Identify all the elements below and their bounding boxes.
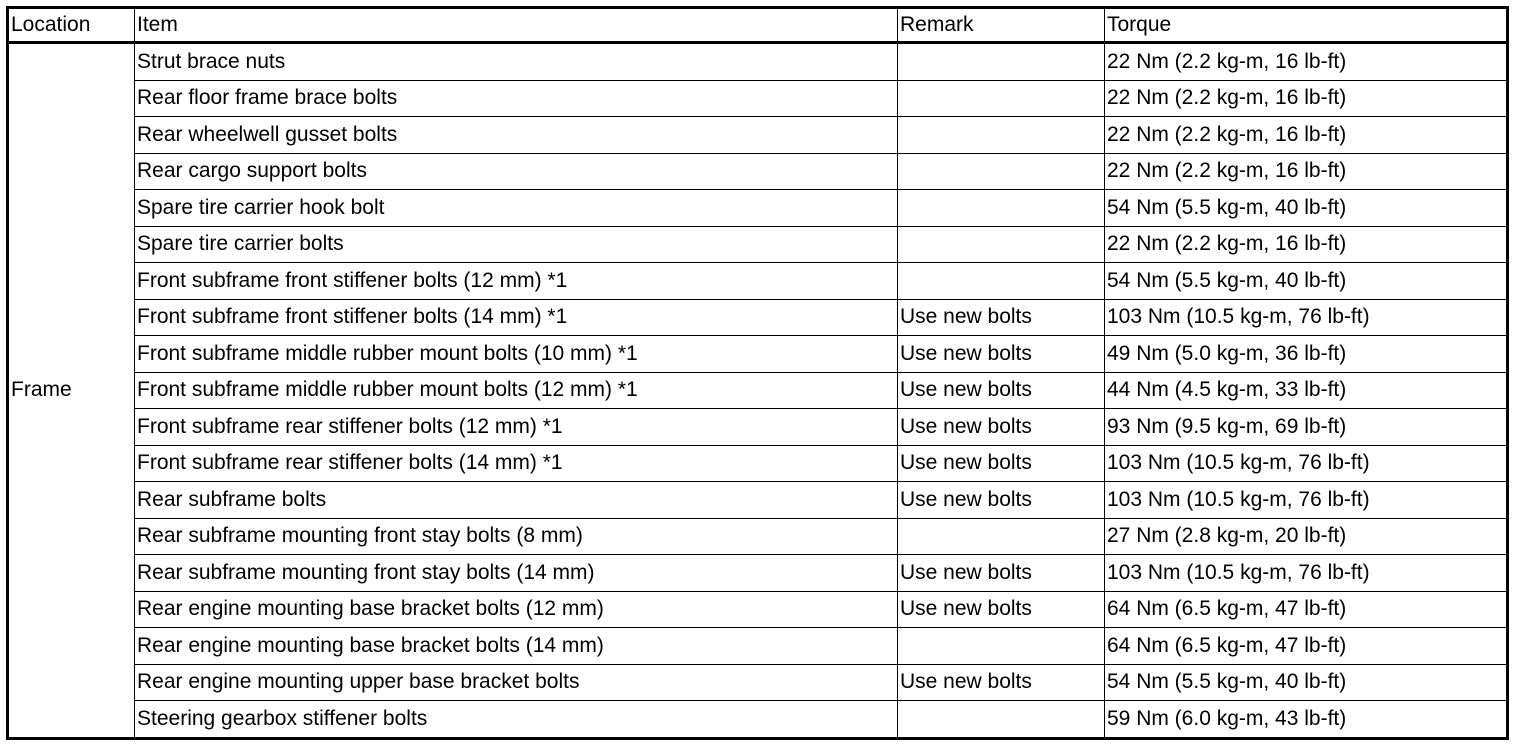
torque-spec-table xyxy=(6,6,1509,740)
table-row xyxy=(8,591,1508,628)
torque-cell: 59 Nm (6.0 kg-m, 43 lb-ft) xyxy=(1105,701,1508,739)
header-row xyxy=(8,8,1508,43)
table-row xyxy=(8,80,1508,117)
remark-cell: Use new bolts xyxy=(898,299,1105,336)
remark-cell: Use new bolts xyxy=(898,591,1105,628)
remark-cell: Use new bolts xyxy=(898,664,1105,701)
remark-cell xyxy=(898,226,1105,263)
torque-cell: 22 Nm (2.2 kg-m, 16 lb-ft) xyxy=(1105,43,1508,81)
table-row xyxy=(8,628,1508,665)
item-cell: Front subframe front stiffener bolts (12 mm) *1 xyxy=(135,263,898,300)
torque-cell: 93 Nm (9.5 kg-m, 69 lb-ft) xyxy=(1105,409,1508,446)
remark-cell xyxy=(898,80,1105,117)
remark-cell xyxy=(898,153,1105,190)
torque-cell: 103 Nm (10.5 kg-m, 76 lb-ft) xyxy=(1105,299,1508,336)
torque-cell: 22 Nm (2.2 kg-m, 16 lb-ft) xyxy=(1105,226,1508,263)
item-cell: Front subframe middle rubber mount bolts (10 mm) *1 xyxy=(135,336,898,373)
item-cell: Steering gearbox stiffener bolts xyxy=(135,701,898,739)
table-body xyxy=(8,43,1508,739)
item-cell: Rear subframe bolts xyxy=(135,482,898,519)
item-cell: Rear floor frame brace bolts xyxy=(135,80,898,117)
torque-cell: 64 Nm (6.5 kg-m, 47 lb-ft) xyxy=(1105,591,1508,628)
item-cell: Rear wheelwell gusset bolts xyxy=(135,117,898,154)
table-row xyxy=(8,701,1508,739)
item-cell: Rear engine mounting base bracket bolts (12 mm) xyxy=(135,591,898,628)
table-row xyxy=(8,664,1508,701)
remark-cell: Use new bolts xyxy=(898,409,1105,446)
item-cell: Front subframe middle rubber mount bolts (12 mm) *1 xyxy=(135,372,898,409)
torque-cell: 64 Nm (6.5 kg-m, 47 lb-ft) xyxy=(1105,628,1508,665)
table-row xyxy=(8,153,1508,190)
remark-cell: Use new bolts xyxy=(898,372,1105,409)
torque-cell: 103 Nm (10.5 kg-m, 76 lb-ft) xyxy=(1105,555,1508,592)
torque-cell: 49 Nm (5.0 kg-m, 36 lb-ft) xyxy=(1105,336,1508,373)
table-row xyxy=(8,226,1508,263)
item-cell: Front subframe rear stiffener bolts (12 mm) *1 xyxy=(135,409,898,446)
table-row xyxy=(8,190,1508,227)
table-row xyxy=(8,518,1508,555)
header-location: Location xyxy=(8,8,135,43)
torque-cell: 54 Nm (5.5 kg-m, 40 lb-ft) xyxy=(1105,664,1508,701)
header-remark: Remark xyxy=(898,8,1105,43)
torque-cell: 22 Nm (2.2 kg-m, 16 lb-ft) xyxy=(1105,117,1508,154)
item-cell: Spare tire carrier hook bolt xyxy=(135,190,898,227)
remark-cell xyxy=(898,43,1105,81)
item-cell: Rear subframe mounting front stay bolts (14 mm) xyxy=(135,555,898,592)
header-item: Item xyxy=(135,8,898,43)
table-row xyxy=(8,555,1508,592)
torque-cell: 44 Nm (4.5 kg-m, 33 lb-ft) xyxy=(1105,372,1508,409)
item-cell: Strut brace nuts xyxy=(135,43,898,81)
table-row xyxy=(8,43,1508,81)
item-cell: Rear engine mounting base bracket bolts (14 mm) xyxy=(135,628,898,665)
remark-cell xyxy=(898,518,1105,555)
item-cell: Rear engine mounting upper base bracket bolts xyxy=(135,664,898,701)
table-row xyxy=(8,336,1508,373)
torque-cell: 22 Nm (2.2 kg-m, 16 lb-ft) xyxy=(1105,80,1508,117)
item-cell: Front subframe front stiffener bolts (14 mm) *1 xyxy=(135,299,898,336)
remark-cell xyxy=(898,190,1105,227)
table-row xyxy=(8,299,1508,336)
remark-cell xyxy=(898,117,1105,154)
torque-cell: 27 Nm (2.8 kg-m, 20 lb-ft) xyxy=(1105,518,1508,555)
table-row xyxy=(8,372,1508,409)
remark-cell: Use new bolts xyxy=(898,445,1105,482)
item-cell: Spare tire carrier bolts xyxy=(135,226,898,263)
table-row xyxy=(8,409,1508,446)
remark-cell: Use new bolts xyxy=(898,555,1105,592)
location-cell: Frame xyxy=(8,43,135,739)
torque-cell: 54 Nm (5.5 kg-m, 40 lb-ft) xyxy=(1105,263,1508,300)
torque-cell: 54 Nm (5.5 kg-m, 40 lb-ft) xyxy=(1105,190,1508,227)
remark-cell: Use new bolts xyxy=(898,482,1105,519)
torque-cell: 103 Nm (10.5 kg-m, 76 lb-ft) xyxy=(1105,445,1508,482)
header-torque: Torque xyxy=(1105,8,1508,43)
remark-cell xyxy=(898,263,1105,300)
torque-cell: 103 Nm (10.5 kg-m, 76 lb-ft) xyxy=(1105,482,1508,519)
torque-cell: 22 Nm (2.2 kg-m, 16 lb-ft) xyxy=(1105,153,1508,190)
item-cell: Rear subframe mounting front stay bolts (8 mm) xyxy=(135,518,898,555)
item-cell: Front subframe rear stiffener bolts (14 mm) *1 xyxy=(135,445,898,482)
table-row xyxy=(8,263,1508,300)
table-row xyxy=(8,445,1508,482)
remark-cell xyxy=(898,628,1105,665)
table-row xyxy=(8,482,1508,519)
table-row xyxy=(8,117,1508,154)
remark-cell: Use new bolts xyxy=(898,336,1105,373)
remark-cell xyxy=(898,701,1105,739)
item-cell: Rear cargo support bolts xyxy=(135,153,898,190)
